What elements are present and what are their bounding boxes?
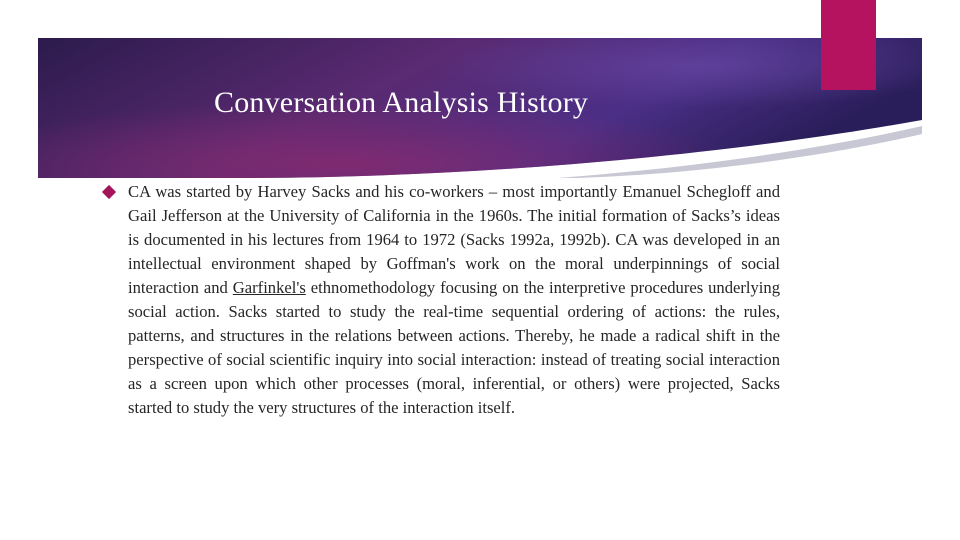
slide-content bbox=[100, 180, 780, 420]
body-paragraph bbox=[128, 180, 780, 420]
body-text-part2: ethnomethodology focusing on the interpretive procedures underlying social action. Sacks started to study the real-time sequential ordering of actions: the rules, patterns, and structures in the relations between actions. Thereby, he made a radical shift in the perspective of social scientific inquiry into social interaction: instead of treating social interaction as a screen upon which other processes (moral, inferential, or others) were projected, Sacks started to study the very structures of the interaction itself. bbox=[128, 278, 780, 417]
diamond-bullet-icon bbox=[102, 185, 116, 199]
accent-tab bbox=[821, 0, 876, 90]
slide-title: Conversation Analysis History bbox=[214, 86, 589, 119]
garfinkel-link[interactable]: Garfinkel's bbox=[232, 278, 306, 297]
body-text-part1: CA was started by Harvey Sacks and his co-workers – most importantly Emanuel Schegloff and Gail Jefferson at the University of California in the 1960s. The initial formation of Sacks’s ideas is documented in his lectures from 1964 to 1972 (Sacks 1992a, 1992b). CA was developed in an intellectual environment shaped by Goffman's work on the moral underpinnings of social interaction and bbox=[128, 182, 780, 297]
